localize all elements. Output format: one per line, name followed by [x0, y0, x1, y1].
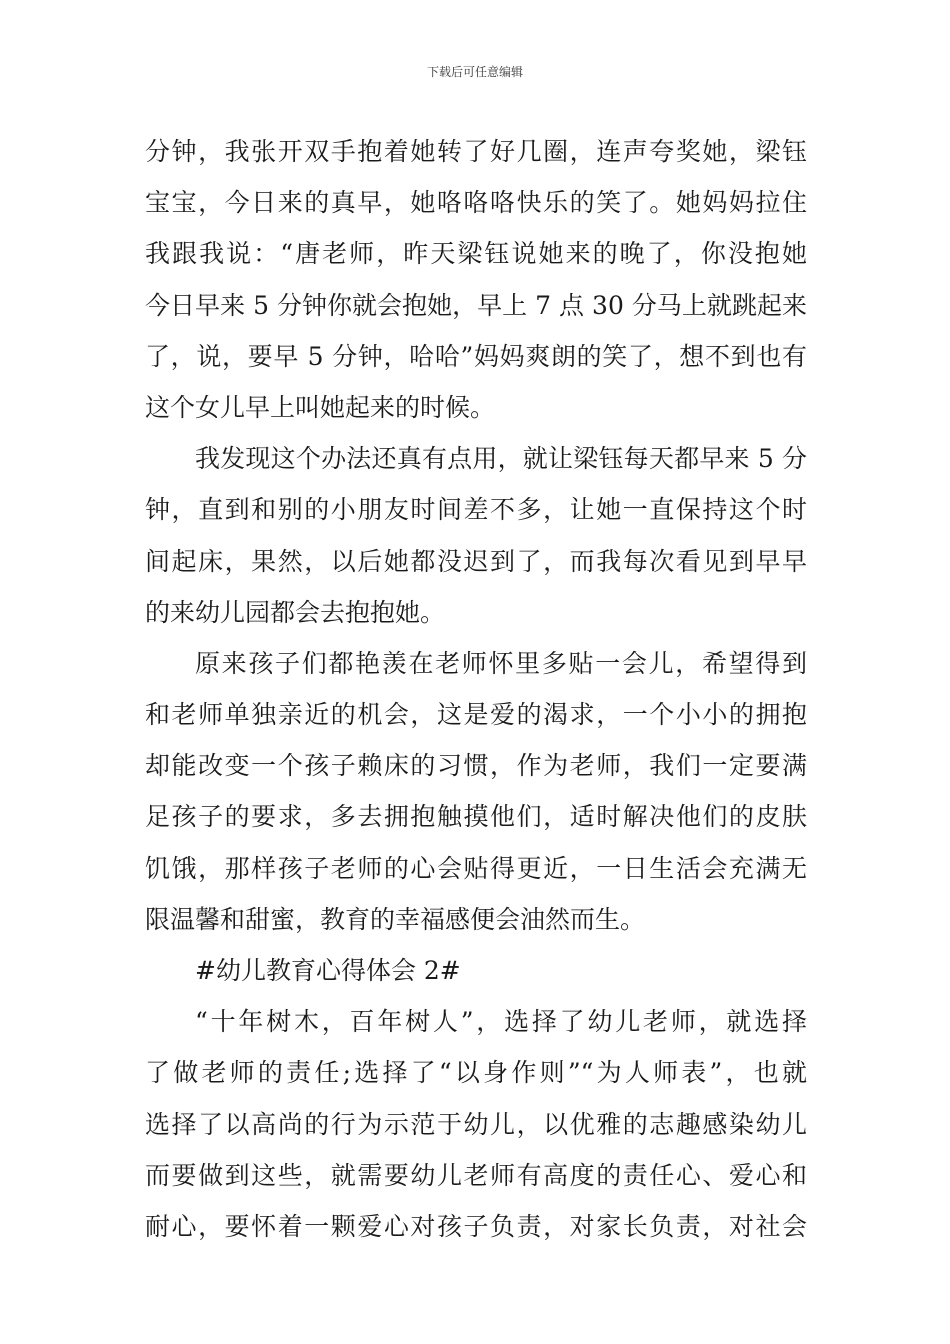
text-line: 钟，直到和别的小朋友时间差不多，让她一直保持这个时: [145, 495, 807, 525]
text-line: 我发现这个办法还真有点用，就让梁钰每天都早来 5 分: [195, 444, 807, 474]
paragraph: [145, 996, 807, 1252]
paragraph: [145, 126, 807, 433]
text-line: 的来幼儿园都会去抱抱她。: [145, 597, 446, 627]
text-line: #幼儿教育心得体会 2#: [195, 956, 461, 985]
text-line: 耐心，要怀着一颗爱心对孩子负责，对家长负责，对社会: [145, 1211, 807, 1241]
text-line: 今日早来 5 分钟你就会抱她，早上 7 点 30 分马上就跳起来: [145, 290, 807, 320]
paragraph: [145, 638, 807, 945]
text-line: 足孩子的要求，多去拥抱触摸他们，适时解决他们的皮肤: [145, 802, 807, 832]
text-line: 限温馨和甜蜜，教育的幸福感便会油然而生。: [145, 904, 646, 934]
text-line: 选择了以高尚的行为示范于幼儿，以优雅的志趣感染幼儿: [145, 1109, 807, 1139]
document-body: [145, 126, 807, 1252]
text-line: 了，说，要早 5 分钟，哈哈”妈妈爽朗的笑了，想不到也有: [145, 341, 807, 371]
text-line: 原来孩子们都艳羡在老师怀里多贴一会儿，希望得到: [195, 648, 807, 678]
paragraph: [145, 945, 807, 996]
text-line: “十年树木，百年树人”，选择了幼儿老师，就选择: [195, 1007, 807, 1037]
text-line: 了做老师的责任;选择了“以身作则”“为人师表”，也就: [145, 1058, 807, 1088]
text-line: 分钟，我张开双手抱着她转了好几圈，连声夸奖她，梁钰: [145, 137, 807, 166]
text-line: 间起床，果然，以后她都没迟到了，而我每次看见到早早: [145, 546, 807, 576]
text-line: 和老师单独亲近的机会，这是爱的渴求，一个小小的拥抱: [145, 700, 807, 730]
text-line: 我跟我说：“唐老师，昨天梁钰说她来的晚了，你没抱她: [145, 239, 807, 269]
text-line: 宝宝，今日来的真早，她咯咯咯快乐的笑了。她妈妈拉住: [145, 188, 807, 218]
text-line: 却能改变一个孩子赖床的习惯，作为老师，我们一定要满: [145, 751, 807, 781]
paragraph: [145, 433, 807, 638]
text-line: 而要做到这些，就需要幼儿老师有高度的责任心、爱心和: [145, 1160, 807, 1190]
text-line: 饥饿，那样孩子老师的心会贴得更近，一日生活会充满无: [145, 853, 807, 883]
text-line: 这个女儿早上叫她起来的时候。: [145, 392, 496, 422]
page-header: 下载后可任意编辑: [426, 65, 523, 79]
